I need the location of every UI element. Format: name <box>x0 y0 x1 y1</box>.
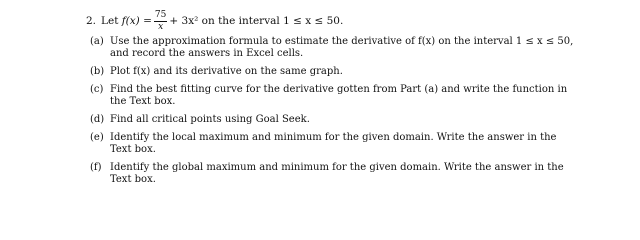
fraction-numerator: 75 <box>154 9 167 20</box>
part-text: Plot f(x) and its derivative on the same graph. <box>110 66 343 77</box>
part-label: (a) <box>90 36 104 47</box>
part-label: (d) <box>90 114 105 125</box>
part-text: Identify the global maximum and minimum for the given domain. Write the answer in the Text box. <box>110 162 564 185</box>
part-c <box>86 84 576 108</box>
problem-statement <box>86 8 343 34</box>
part-label: (c) <box>90 84 104 95</box>
part-label: (b) <box>90 66 105 77</box>
fraction-denominator: x <box>158 21 164 32</box>
part-text: Use the approximation formula to estimate the derivative of f(x) on the interval 1 ≤ x ≤ 50, and record the answers in Excel cells. <box>110 36 574 59</box>
part-a <box>86 36 576 60</box>
part-text: Find all critical points using Goal Seek. <box>110 114 310 125</box>
problem-number: 2. <box>86 15 97 27</box>
function-lhs: f(x) = <box>121 15 152 27</box>
part-label: (e) <box>90 132 104 143</box>
part-e <box>86 132 576 156</box>
part-text: Find the best fitting curve for the derivative gotten from Part (a) and write the function in the Text box. <box>110 84 568 107</box>
fraction <box>154 11 167 32</box>
function-rest: + 3x² on the interval 1 ≤ x ≤ 50. <box>169 15 344 27</box>
part-f <box>86 162 576 186</box>
part-b <box>86 66 576 78</box>
part-label: (f) <box>90 162 102 173</box>
part-text: Identify the local maximum and minimum for the given domain. Write the answer in the Text box. <box>110 132 557 155</box>
parts-list <box>86 36 576 192</box>
part-d <box>86 114 576 126</box>
problem-intro: Let <box>101 15 119 27</box>
